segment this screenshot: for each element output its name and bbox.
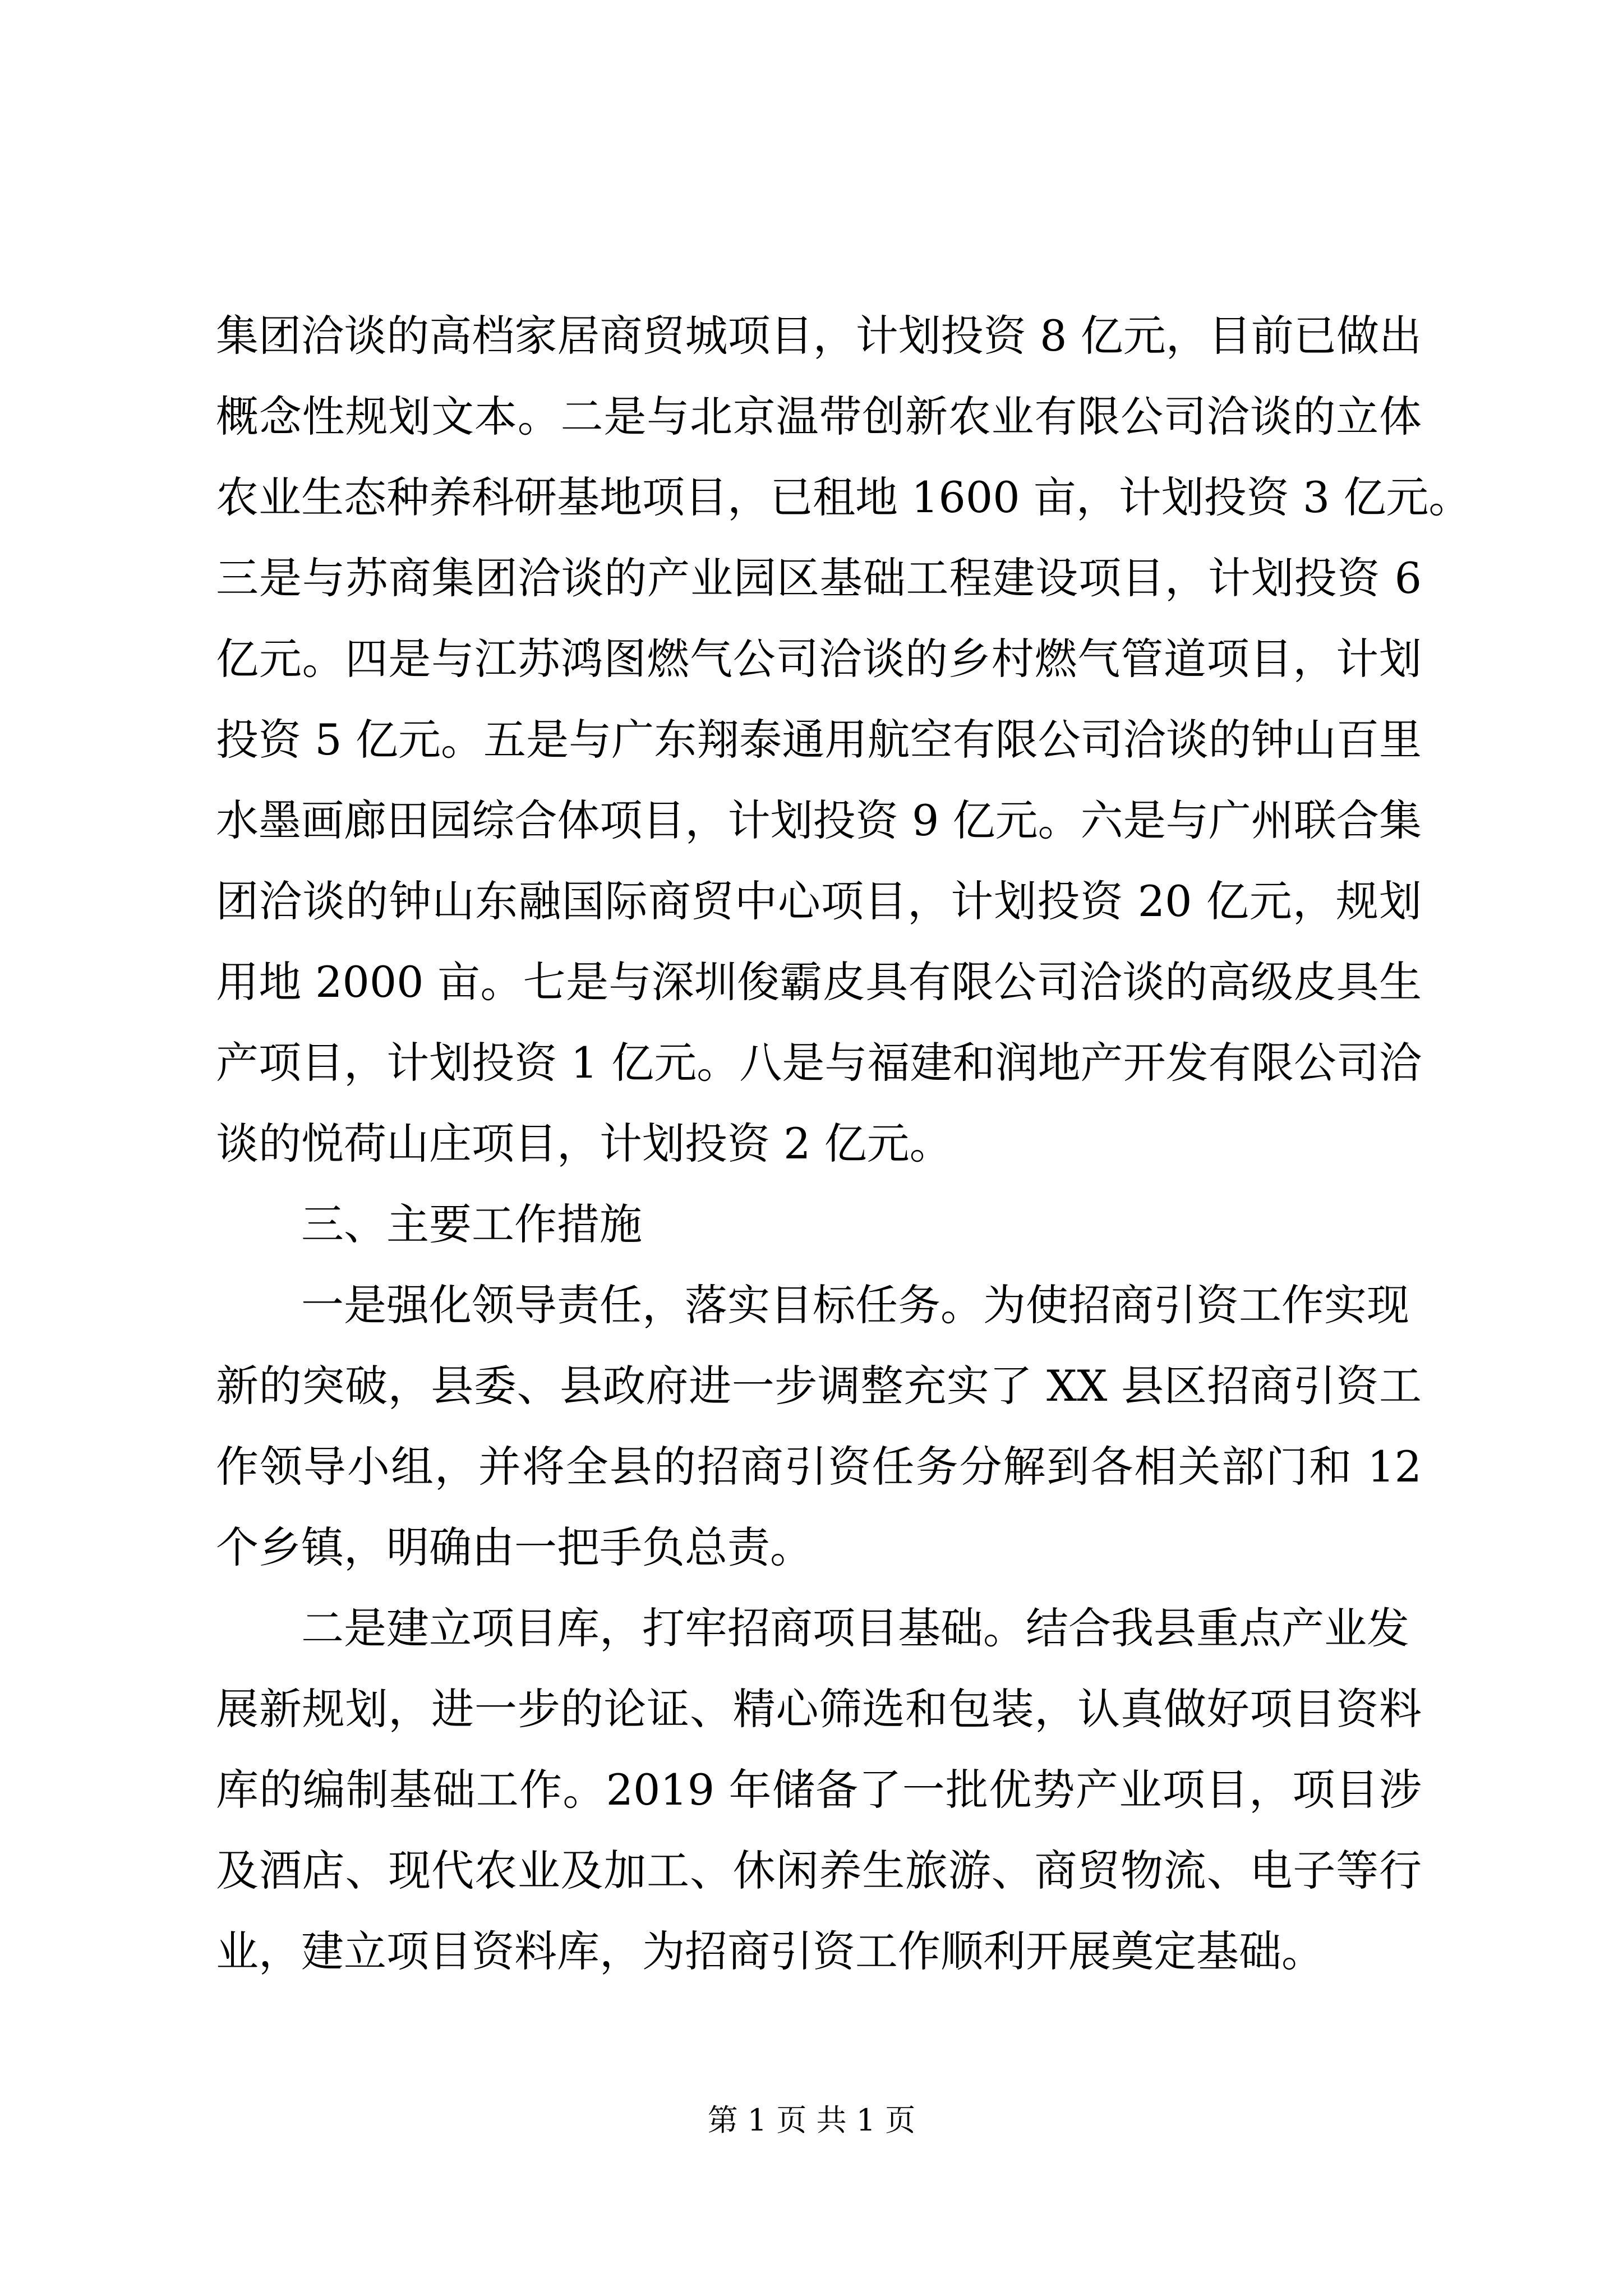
text-line: 展新规划，进一步的论证、精心筛选和包装，认真做好项目资料 bbox=[216, 1684, 1422, 1734]
text-line: 团洽谈的钟山东融国际商贸中心项目，计划投资 20 亿元，规划 bbox=[216, 876, 1422, 926]
text-line: 投资 5 亿元。五是与广东翔泰通用航空有限公司洽谈的钟山百里 bbox=[216, 715, 1422, 765]
text-line: 作领导小组，并将全县的招商引资任务分解到各相关部门和 12 bbox=[216, 1442, 1422, 1492]
text-line: 库的编制基础工作。2019 年储备了一批优势产业项目，项目涉 bbox=[216, 1765, 1422, 1815]
text-line: 产项目，计划投资 1 亿元。八是与福建和润地产开发有限公司洽 bbox=[216, 1038, 1422, 1088]
text-line: 谈的悦荷山庄项目，计划投资 2 亿元。 bbox=[216, 1119, 952, 1168]
text-line: 及酒店、现代农业及加工、休闲养生旅游、商贸物流、电子等行 bbox=[216, 1846, 1422, 1895]
text-line: 亿元。四是与江苏鸿图燃气公司洽谈的乡村燃气管道项目，计划 bbox=[216, 634, 1422, 684]
page-footer: 第 1 页 共 1 页 bbox=[707, 2102, 916, 2138]
section-heading: 三、主要工作措施 bbox=[301, 1199, 642, 1249]
text-line: 二是建立项目库，打牢招商项目基础。结合我县重点产业发 bbox=[301, 1603, 1409, 1653]
document-body bbox=[216, 296, 1472, 1992]
text-line: 农业生态种养科研基地项目，已租地 1600 亩，计划投资 3 亿元。 bbox=[216, 472, 1472, 522]
text-line: 集团洽谈的高档家居商贸城项目，计划投资 8 亿元，目前已做出 bbox=[216, 311, 1422, 361]
text-line: 概念性规划文本。二是与北京温带创新农业有限公司洽谈的立体 bbox=[216, 392, 1422, 441]
text-line: 水墨画廊田园综合体项目，计划投资 9 亿元。六是与广州联合集 bbox=[216, 795, 1422, 845]
text-line: 个乡镇，明确由一把手负总责。 bbox=[216, 1522, 813, 1572]
text-line: 三是与苏商集团洽谈的产业园区基础工程建设项目，计划投资 6 bbox=[216, 553, 1422, 603]
text-line: 一是强化领导责任，落实目标任务。为使招商引资工作实现 bbox=[301, 1280, 1409, 1330]
text-line: 用地 2000 亩。七是与深圳俊霸皮具有限公司洽谈的高级皮具生 bbox=[216, 957, 1422, 1007]
text-line: 业，建立项目资料库，为招商引资工作顺利开展奠定基础。 bbox=[216, 1926, 1324, 1976]
text-line: 新的突破，县委、县政府进一步调整充实了 XX 县区招商引资工 bbox=[216, 1361, 1422, 1411]
